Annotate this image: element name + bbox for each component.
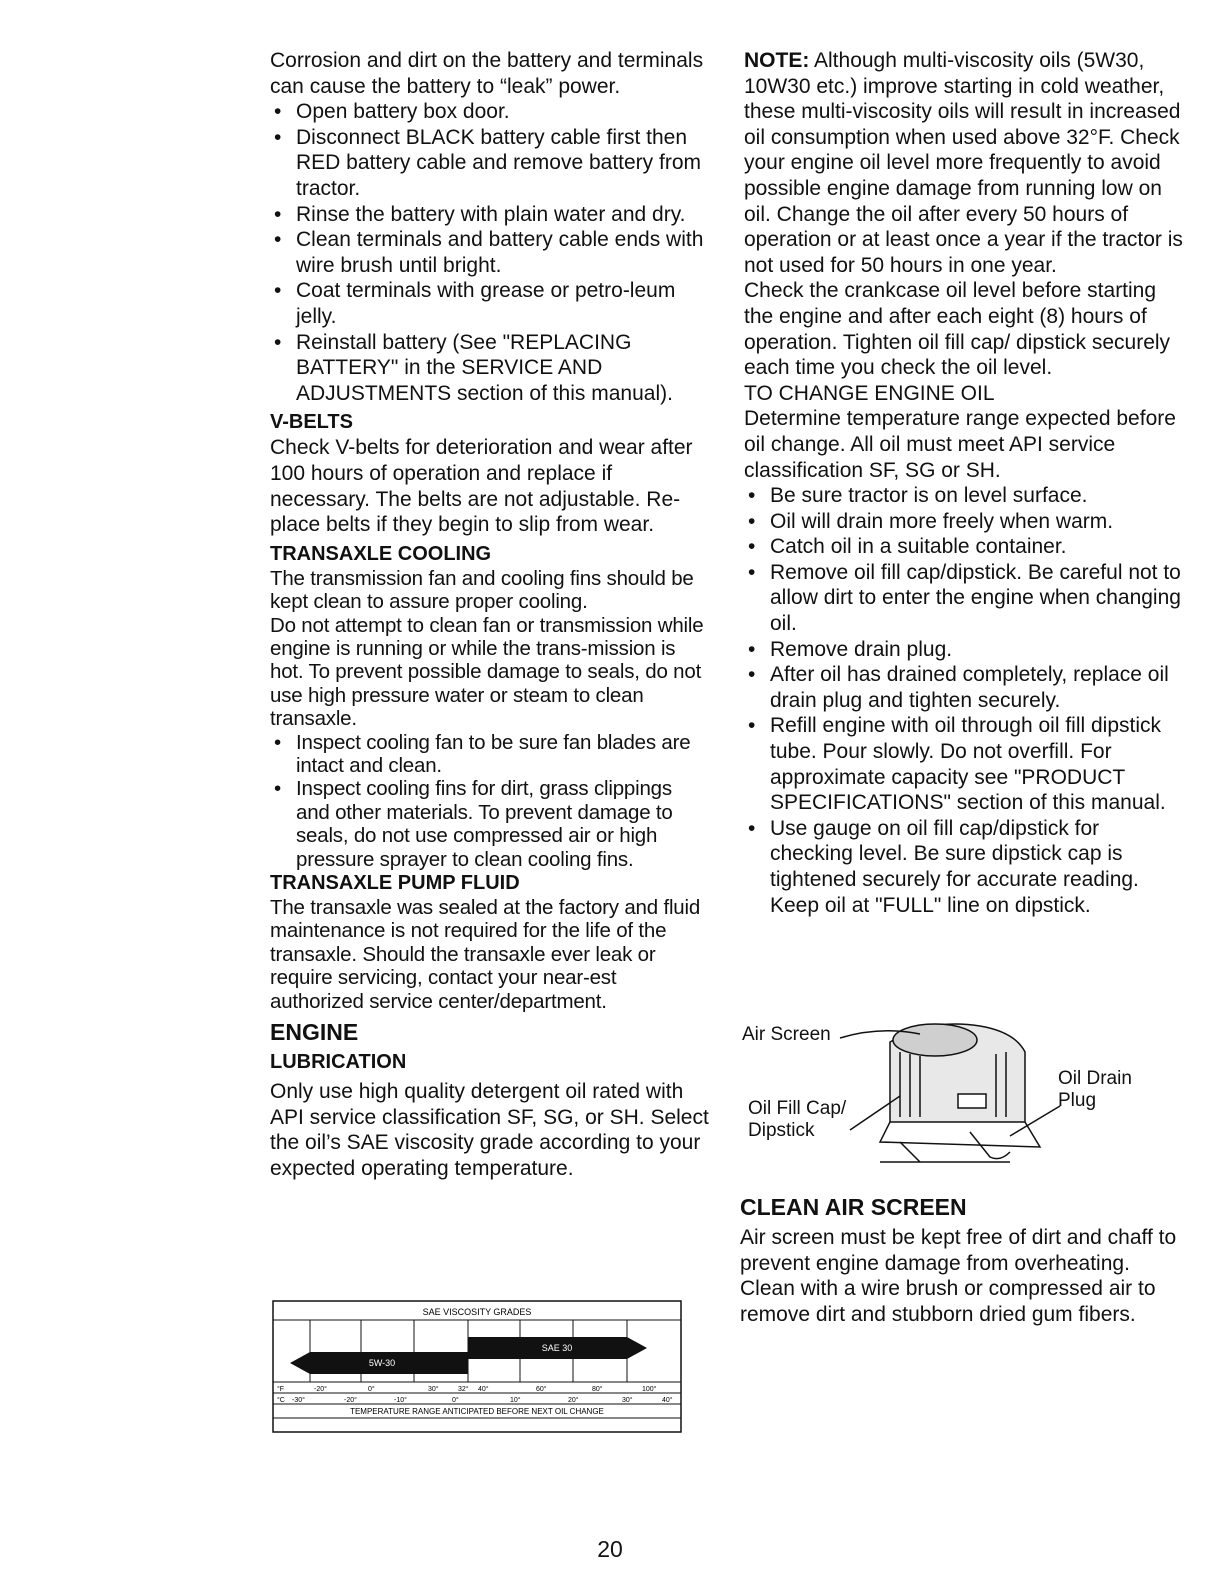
c-tick: 20° <box>568 1397 579 1404</box>
list-item: • Use gauge on oil fill cap/dipstick for checking level. Be sure dipstick cap is tightened securely for accurate reading. Keep oil at "FULL" line on dipstick. <box>770 816 1184 918</box>
5w30-label: 5W-30 <box>368 1358 396 1368</box>
list-item: • Clean terminals and battery cable ends with wire brush until bright. <box>296 227 710 278</box>
list-item: • Oil will drain more freely when warm. <box>770 509 1184 535</box>
transaxle-cooling-heading: TRANSAXLE COOLING <box>270 542 492 565</box>
f-tick: 0° <box>368 1386 375 1393</box>
c-tick: -30° <box>292 1397 305 1404</box>
clean-air-text: Air screen must be kept free of dirt and chaff to prevent engine damage from overheating. Clean with a wire brush or compressed air to remove dirt and stubborn dried gum fibers. <box>740 1226 1177 1326</box>
vbelts-heading: V-BELTS <box>270 411 353 434</box>
lubrication-text: Only use high quality detergent oil rated with API service classification SF, SG, or SH. Select the oil’s SAE viscosity grade according to your expected operating temperature. <box>270 1080 709 1180</box>
f-tick: 100° <box>642 1386 657 1393</box>
list-item: • Rinse the battery with plain water and dry. <box>296 202 710 228</box>
crankcase-text: Check the crankcase oil level before starting the engine and after each eight (8) hours of operation. Tighten oil fill cap/ dipstick securely each time you check the oil level. <box>744 279 1171 380</box>
c-tick: 10° <box>510 1397 521 1404</box>
f-tick: -20° <box>314 1386 327 1393</box>
list-item: • Remove oil fill cap/dipstick. Be careful not to allow dirt to enter the engine when changing oil. <box>770 560 1184 637</box>
note-label: NOTE: <box>744 49 810 72</box>
battery-steps-list <box>270 99 710 406</box>
c-tick: 40° <box>662 1397 673 1404</box>
list-item: • Inspect cooling fins for dirt, grass clippings and other materials. To prevent damage to seals, do not use compressed air or high pressure sprayer to clean cooling fins. <box>296 777 710 871</box>
change-oil-heading: TO CHANGE ENGINE OIL <box>744 381 995 405</box>
left-column <box>270 48 710 1181</box>
oil-fill-label: Oil Fill Cap/ Dipstick <box>748 1098 847 1141</box>
list-item: • Coat terminals with grease or petro-leum jelly. <box>296 278 710 329</box>
change-oil-text: Determine temperature range expected before oil change. All oil must meet API service classification SF, SG or SH. <box>744 407 1176 482</box>
transaxle-cooling-steps <box>270 731 710 871</box>
list-item: • After oil has drained completely, replace oil drain plug and tighten securely. <box>770 662 1184 713</box>
sae30-label: SAE 30 <box>541 1343 573 1353</box>
list-item: • Catch oil in a suitable container. <box>770 534 1184 560</box>
pump-fluid-heading: TRANSAXLE PUMP FLUID <box>270 871 520 894</box>
list-item: • Reinstall battery (See "REPLACING BATTERY" in the SERVICE AND ADJUSTMENTS section of this manual). <box>296 330 710 407</box>
list-item: • Be sure tractor is on level surface. <box>770 483 1184 509</box>
note-text: Although multi-viscosity oils (5W30, 10W30 etc.) improve starting in cold weather, these multi-viscosity oils will result in increased oil consumption when used above 32°F. Check your engine oil level more frequently to avoid possible engine damage from running low on oil. Change the oil after every 50 hours of operation or at least once a year if the tractor is not used for 50 hours in one year. <box>744 49 1183 277</box>
list-item: • Inspect cooling fan to be sure fan blades are intact and clean. <box>296 731 710 778</box>
f-tick: 40° <box>478 1386 489 1393</box>
change-oil-steps <box>744 483 1184 918</box>
f-tick: 60° <box>536 1386 547 1393</box>
list-item: • Remove drain plug. <box>770 637 1184 663</box>
sae-viscosity-chart <box>272 1300 682 1433</box>
battery-intro: Corrosion and dirt on the battery and terminals can cause the battery to “leak” power. <box>270 49 704 98</box>
list-item: • Refill engine with oil through oil fill dipstick tube. Pour slowly. Do not overfill. For approximate capacity see "PRODUCT SPECIFICATIONS" section of this manual. <box>770 713 1184 815</box>
c-tick: -10° <box>394 1397 407 1404</box>
viscosity-chart-footer: TEMPERATURE RANGE ANTICIPATED BEFORE NEXT OIL CHANGE <box>350 1407 604 1416</box>
lubrication-heading: LUBRICATION <box>270 1051 407 1073</box>
engine-heading: ENGINE <box>270 1019 359 1045</box>
f-tick: 80° <box>592 1386 603 1393</box>
c-tick: 30° <box>622 1397 633 1404</box>
page-number: 20 <box>597 1536 623 1562</box>
transaxle-cooling-text-1: The transmission fan and cooling fins should be kept clean to assure proper cooling. <box>270 566 694 614</box>
pump-fluid-text: The transaxle was sealed at the factory and fluid maintenance is not required for the life of the transaxle. Should the transaxle ever leak or require servicing, contact your near-est authorized service center/department. <box>270 895 701 1013</box>
f-tick: 30° <box>428 1386 439 1393</box>
oil-drain-label: Oil Drain Plug <box>1058 1068 1132 1111</box>
c-tick: -20° <box>344 1397 357 1404</box>
clean-air-heading: CLEAN AIR SCREEN <box>740 1194 967 1220</box>
fahrenheit-unit: °F <box>277 1386 285 1393</box>
right-column <box>744 48 1184 918</box>
transaxle-cooling-text-2: Do not attempt to clean fan or transmission while engine is running or while the trans-mission is hot. To prevent possible damage to seals, do not use high pressure water or steam to clean transaxle. <box>270 613 704 731</box>
vbelts-text: Check V-belts for deterioration and wear after 100 hours of operation and replace if necessary. The belts are not adjustable. Re-place belts if they begin to slip from wear. <box>270 436 693 537</box>
note-paragraph <box>744 48 1184 278</box>
viscosity-chart-title: SAE VISCOSITY GRADES <box>422 1307 532 1317</box>
f-tick: 32° <box>458 1386 469 1393</box>
engine-figure <box>740 1012 1180 1177</box>
list-item: • Open battery box door. <box>296 99 710 125</box>
celsius-unit: °C <box>277 1397 285 1404</box>
air-screen-label: Air Screen <box>742 1024 831 1045</box>
c-tick: 0° <box>452 1397 459 1404</box>
list-item: • Disconnect BLACK battery cable first then RED battery cable and remove battery from tractor. <box>296 125 710 202</box>
clean-air-section <box>740 1188 1180 1327</box>
